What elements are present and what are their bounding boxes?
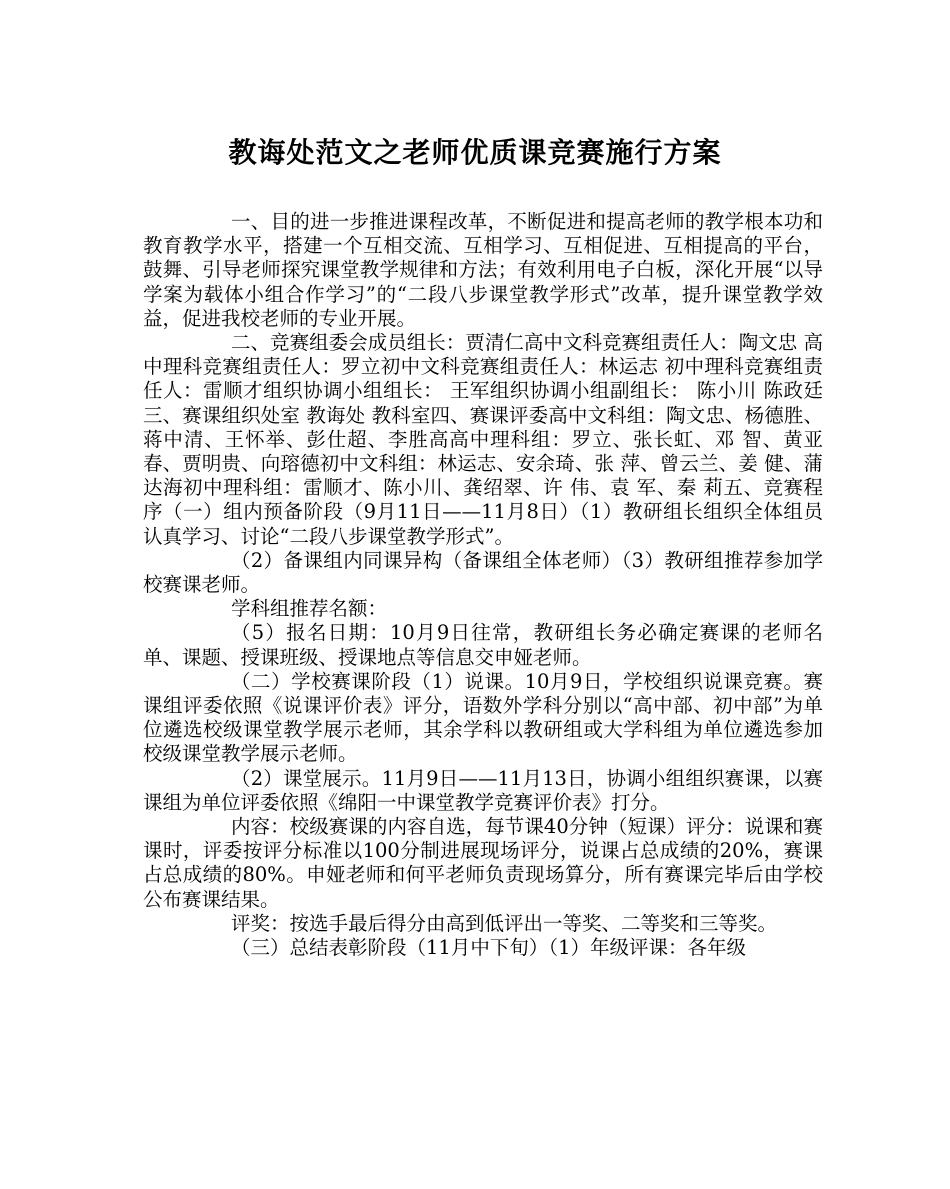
document-body	[143, 210, 823, 960]
document-title: 教诲处范文之老师优质课竞赛施行方案	[228, 136, 722, 169]
paragraph-purpose: 一、目的进一步推进课程改革，不断促进和提高老师的教学根本功和教育教学水平，搭建一个互相交流、互相学习、互相促进、互相提高的平台，鼓舞、引导老师探究课堂教学规律和方法；有效利用电子白板，深化开展“以导学案为载体小组合作学习”的“二段八步课堂教学形式”改革，提升课堂教学效益，促进我校老师的专业开展。	[143, 210, 823, 330]
paragraph-quota: 学科组推荐名额：	[231, 597, 388, 621]
paragraph-school-stage: （二）学校赛课阶段（1）说课。10月9日，学校组织说课竞赛。赛课组评委依照《说课评价表》评分，语数外学科分别以“高中部、初中部”为单位遴选校级课堂教学展示老师，其余学科以教研组或大学科组为单位遴选参加校级课堂教学展示老师。	[143, 669, 823, 766]
paragraph-summary-stage: （三）总结表彰阶段（11月中下旬）（1）年级评课：各年级	[231, 936, 746, 960]
paragraph-registration: （5）报名日期：10月9日往常，教研组长务必确定赛课的老师名单、课题、授课班级、授课地点等信息交申娅老师。	[143, 621, 823, 669]
paragraph-committee: 二、竞赛组委会成员组长：贾清仁高中文科竞赛组责任人：陶文忠 高中理科竞赛组责任人：罗立初中文科竞赛组责任人：林运志 初中理科竞赛组责任人：雷顺才组织协调小组组长： 王军组织协调小组副组长： 陈小川 陈政廷三、赛课组织处室 教诲处 教科室四、赛课评委高中文科组：陶文忠、杨德胜、蒋中清、王怀举、彭仕超、李胜高高中理科组：罗立、张长虹、邓 智、黄亚春、贾明贵、向瑢德初中文科组：林运志、安余琦、张 萍、曾云兰、姜 健、蒲达海初中理科组：雷顺才、陈小川、龚绍翠、许 伟、袁 军、秦 莉五、竞赛程序（一）组内预备阶段（9月11日——11月8日）（1）教研组长组织全体组员认真学习、讨论“二段八步课堂教学形式”。	[143, 331, 823, 548]
paragraph-lesson-prep: （2）备课组内同课异构（备课组全体老师）（3）教研组推荐参加学校赛课老师。	[143, 548, 823, 597]
paragraph-classroom-show: （2）课堂展示。11月9日——11月13日，协调小组组织赛课，以赛课组为单位评委依照《绵阳一中课堂教学竞赛评价表》打分。	[143, 766, 823, 814]
paragraph-awards: 评奖：按选手最后得分由高到低评出一等奖、二等奖和三等奖。	[231, 911, 778, 935]
paragraph-content-scoring: 内容：校级赛课的内容自选，每节课40分钟（短课）评分：说课和赛课时，评委按评分标准以100分制进展现场评分，说课占总成绩的20%，赛课占总成绩的80%。申娅老师和何平老师负责现场算分，所有赛课完毕后由学校公布赛课结果。	[143, 815, 823, 911]
